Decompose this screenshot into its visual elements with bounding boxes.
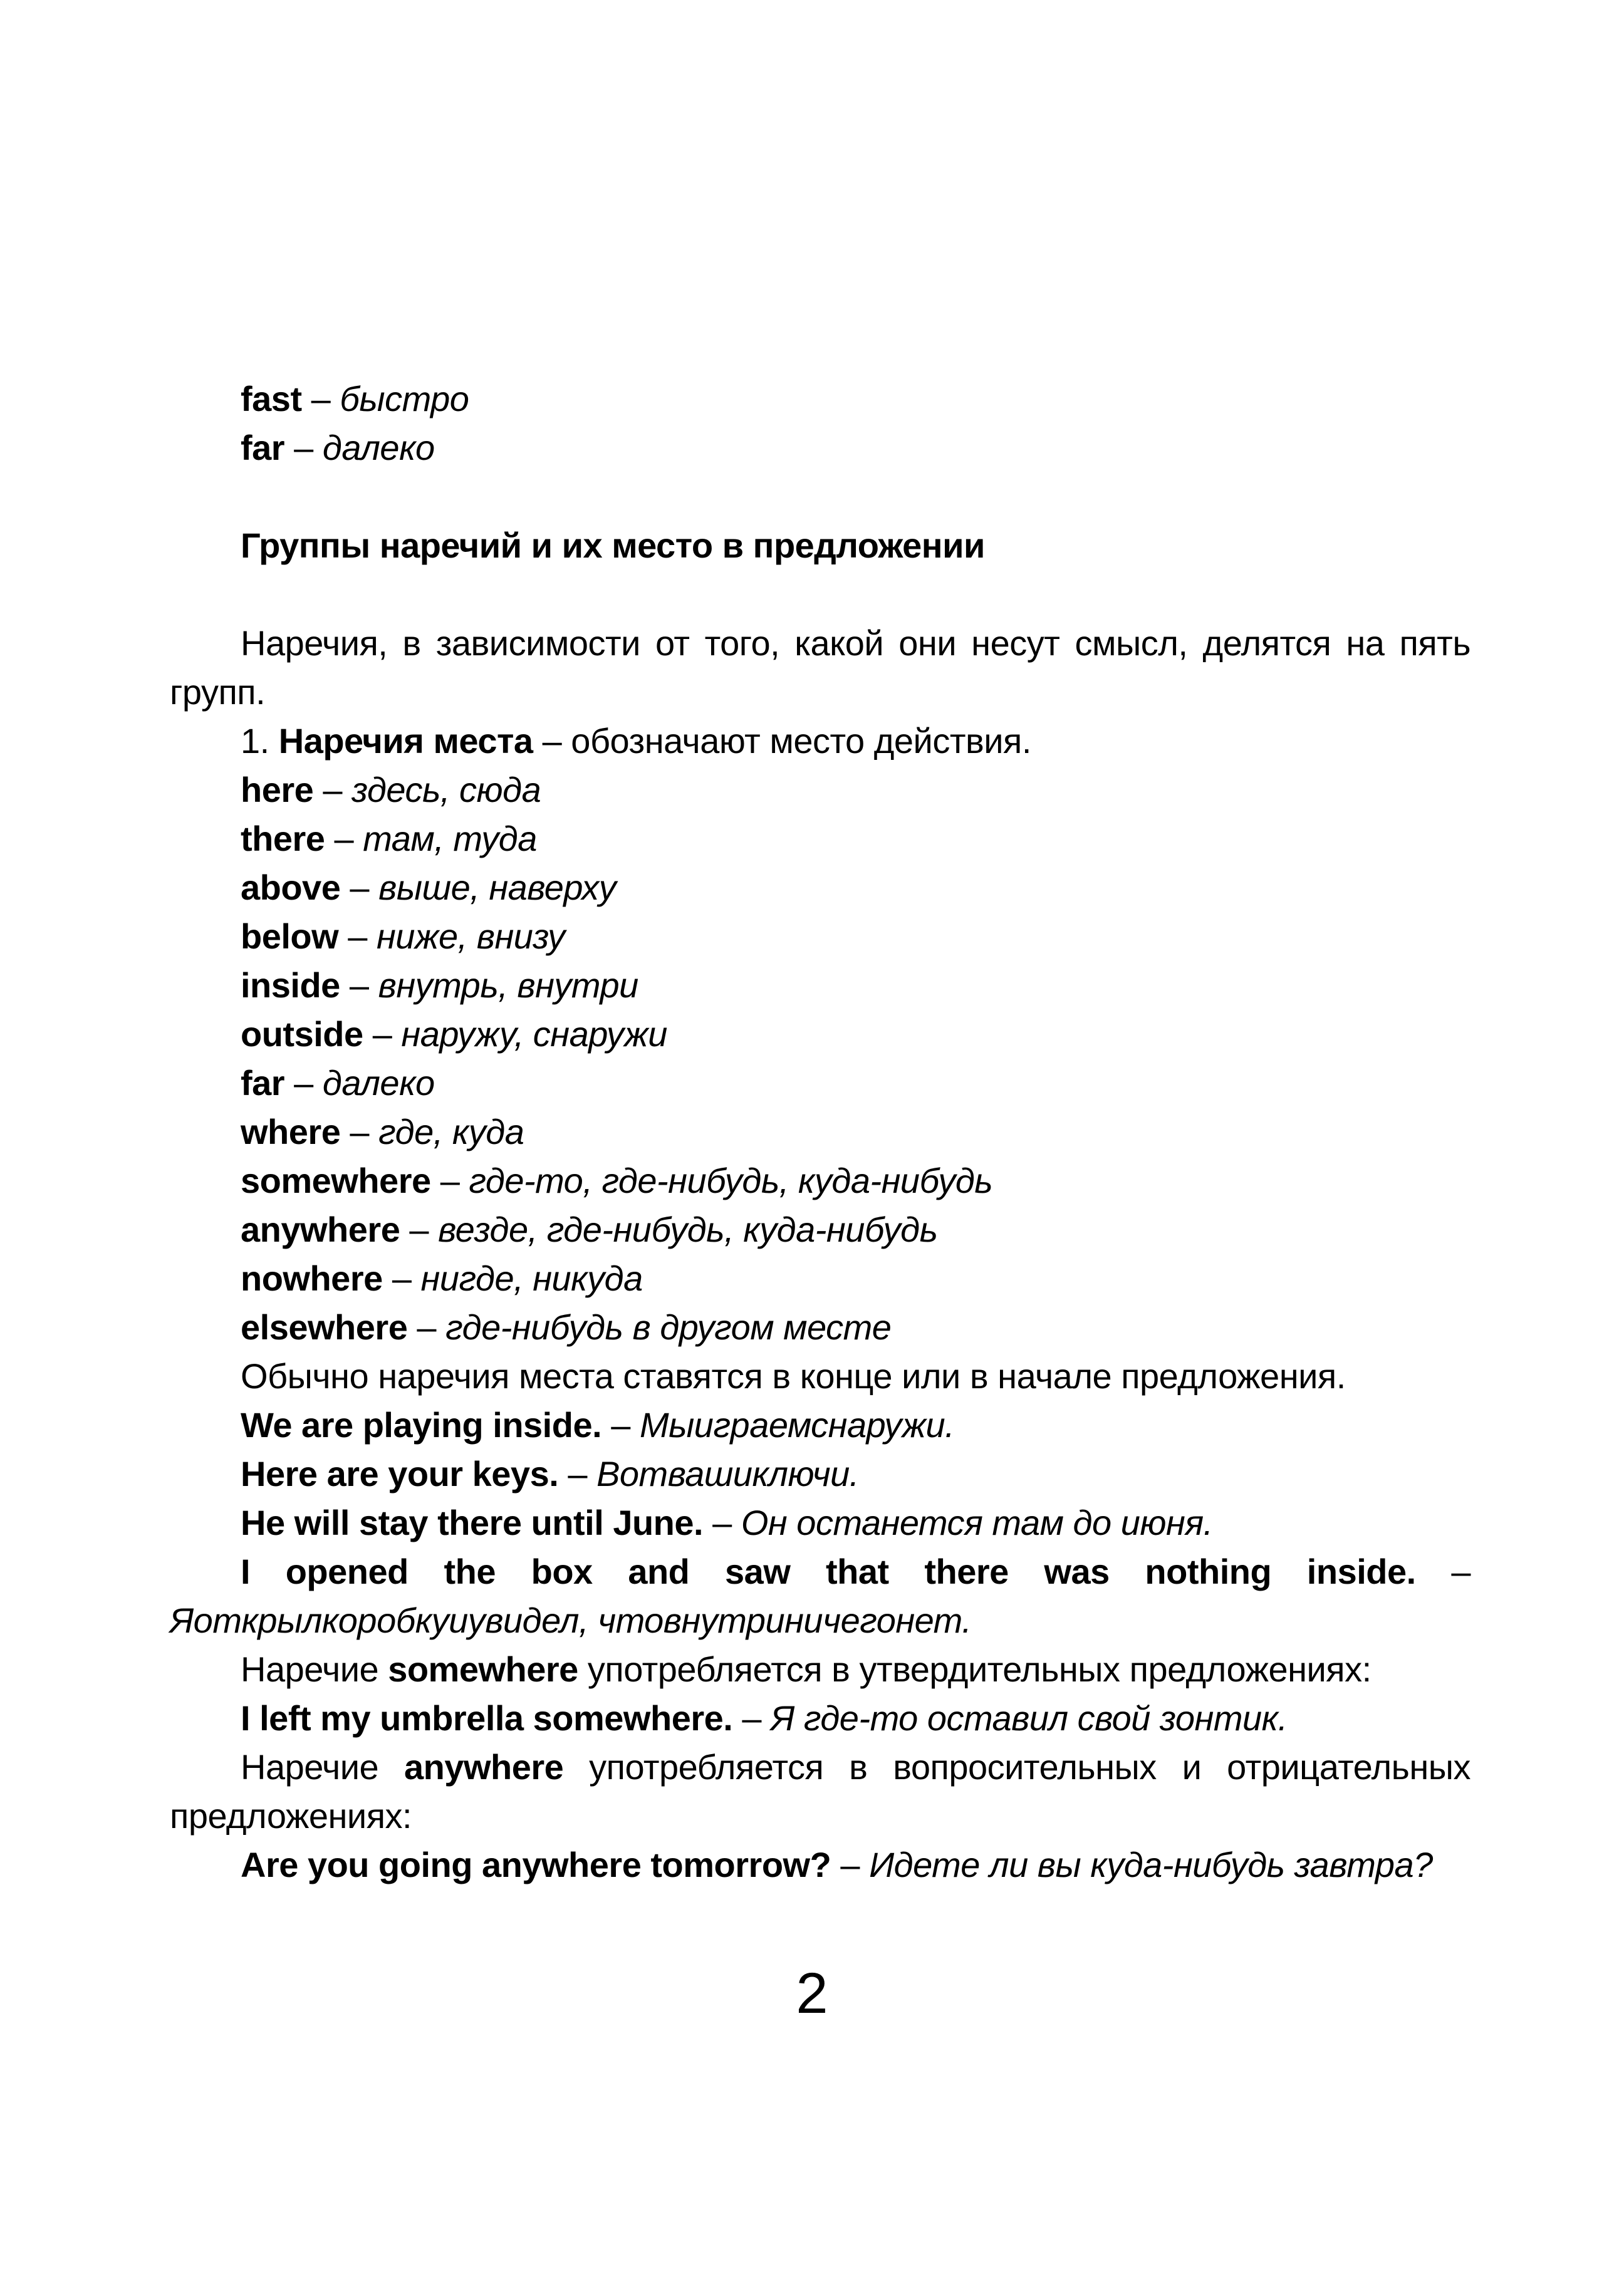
russian-translation: быстро [340,379,469,418]
english-word: nowhere [241,1259,383,1298]
example-russian: Он останется там до июня. [741,1503,1213,1542]
english-word: far [241,1063,285,1103]
english-word: above [241,868,341,907]
intro-paragraph: Наречия, в зависимости от того, какой они несут смысл, делятся на пять групп. [170,623,1470,712]
russian-translation: наружу, снаружи [401,1014,667,1054]
dash: – [611,1405,630,1445]
vocab-entry [170,912,1470,961]
russian-translation: где-то, где-нибудь, куда-нибудь [469,1161,993,1200]
russian-translation: где, куда [378,1112,524,1151]
note-text: Наречие [241,1649,379,1689]
dash: – [742,1698,762,1738]
vocab-entry [170,863,1470,912]
vocab-entry [170,1254,1470,1303]
russian-translation: здесь, сюда [351,770,541,809]
dash: – [1451,1552,1471,1591]
anywhere-note [170,1743,1470,1841]
somewhere-note [170,1645,1470,1694]
vocab-entry [170,1059,1470,1108]
vocab-entry [170,375,1470,423]
english-word: far [241,428,285,467]
english-word: where [241,1112,341,1151]
page-number: 2 [796,1961,828,2025]
example-sentence [170,1841,1470,1889]
dash: – [323,770,343,809]
section-heading: Группы наречий и их место в предложении [241,526,985,565]
russian-translation: ниже, внизу [376,917,565,956]
vocab-entry [170,1156,1470,1205]
example-russian: Вотвашиключи. [596,1454,859,1493]
example-sentence [170,1499,1470,1547]
dash: – [311,379,331,418]
note-text: употребляется в утвердительных предложениях: [587,1649,1372,1689]
spacer [170,472,1470,521]
example-english: He will stay there until June. [241,1503,704,1542]
english-word: outside [241,1014,363,1054]
dash: – [409,1210,429,1249]
group-title: Наречия места [278,721,533,761]
dash: – [440,1161,460,1200]
note-text: употребляется в вопросительных и отрицательных предложениях: [170,1747,1470,1836]
english-word: below [241,917,339,956]
dash: – [417,1307,437,1347]
vocab-entry [170,814,1470,863]
vocab-entry [170,766,1470,814]
russian-translation: там, туда [363,819,537,858]
russian-translation: выше, наверху [378,868,617,907]
position-note: Обычно наречия места ставятся в конце или в начале предложения. [241,1356,1346,1396]
english-word: elsewhere [241,1307,408,1347]
dash: – [348,917,367,956]
russian-translation: внутрь, внутри [378,965,638,1005]
note-text: Наречие [241,1747,379,1787]
english-word: somewhere [241,1161,431,1200]
russian-translation: далеко [322,1063,435,1103]
vocab-entry [170,1108,1470,1156]
vocab-entry [170,1303,1470,1352]
dash: – [349,965,369,1005]
dash: – [294,1063,313,1103]
english-word: there [241,819,325,858]
example-english: Are you going anywhere tomorrow? [241,1845,831,1884]
example-russian: Мыиграемснаружи. [639,1405,955,1445]
dash: – [294,428,313,467]
group-description: – обозначают место действия. [542,721,1031,761]
note-keyword: anywhere [403,1747,564,1787]
english-word: inside [241,965,340,1005]
group-number: 1. [241,721,269,761]
example-russian: Яоткрылкоробкуиувидел, чтовнутриничегонет. [170,1601,972,1640]
russian-translation: далеко [322,428,435,467]
english-word: anywhere [241,1210,400,1249]
example-english: I left my umbrella somewhere. [241,1698,733,1738]
dash: – [350,868,370,907]
example-english: We are playing inside. [241,1405,602,1445]
dash: – [372,1014,392,1054]
dash: – [392,1259,412,1298]
russian-translation: везде, где-нибудь, куда-нибудь [438,1210,938,1249]
vocab-entry [170,961,1470,1010]
dash: – [350,1112,370,1151]
note-keyword: somewhere [388,1649,578,1689]
dash: – [568,1454,587,1493]
spacer [170,570,1470,619]
english-word: here [241,770,314,809]
example-english: I opened the box and saw that there was nothing inside. [241,1552,1416,1591]
dash: – [712,1503,732,1542]
dash: – [840,1845,860,1884]
example-sentence [170,1401,1470,1450]
example-sentence [170,1450,1470,1499]
english-word: fast [241,379,302,418]
example-sentence [170,1547,1470,1645]
group-title-line [170,717,1470,766]
example-english: Here are your keys. [241,1454,559,1493]
example-sentence [170,1694,1470,1743]
example-russian: Я где-то оставил свой зонтик. [771,1698,1288,1738]
russian-translation: нигде, никуда [420,1259,643,1298]
vocab-entry [170,1205,1470,1254]
russian-translation: где-нибудь в другом месте [445,1307,892,1347]
example-russian: Идете ли вы куда-нибудь завтра? [869,1845,1433,1884]
vocab-entry [170,423,1470,472]
vocab-entry [170,1010,1470,1059]
document-page [170,375,1470,1889]
dash: – [334,819,354,858]
